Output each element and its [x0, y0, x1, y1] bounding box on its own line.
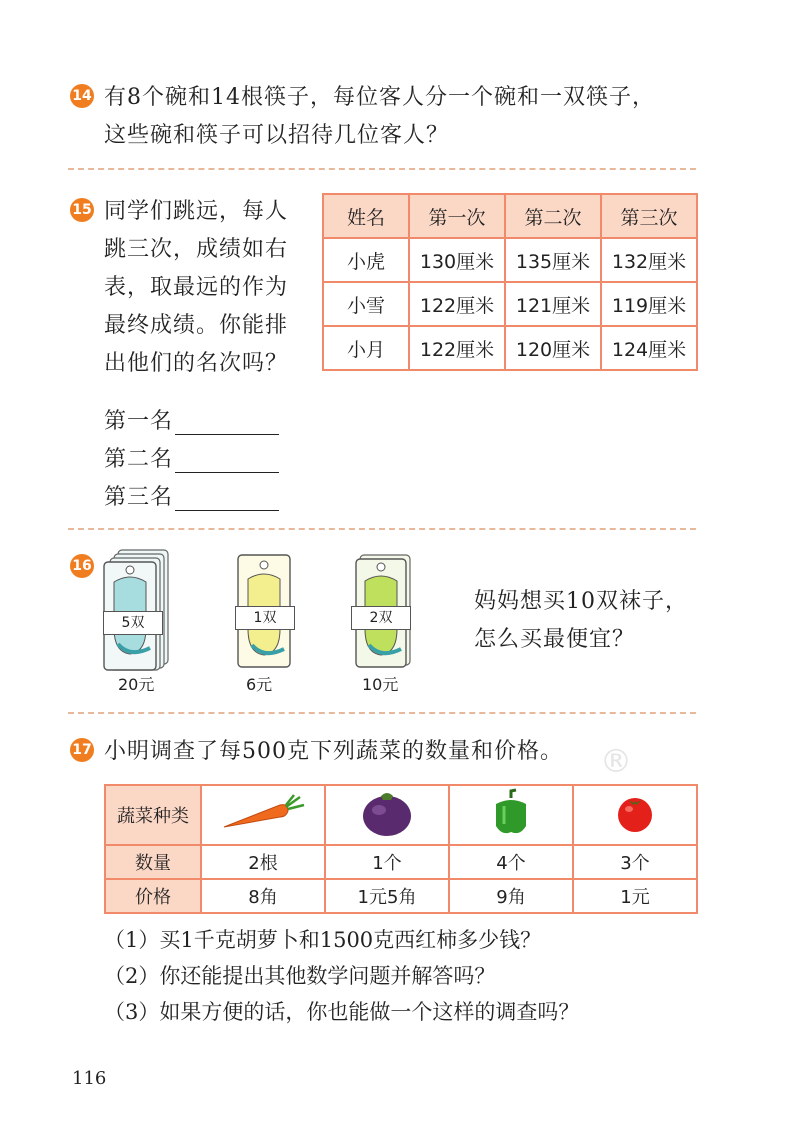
table-cell: 122厘米 [409, 326, 505, 370]
table-row [323, 326, 697, 370]
row-header: 数量 [105, 845, 201, 879]
rank-label: 第二名 [104, 447, 174, 472]
table-row [105, 785, 697, 845]
header-cell: 第二次 [505, 194, 601, 238]
q17-subquestion-2: （2）你还能提出其他数学问题并解答吗？ [104, 964, 496, 988]
table-cell: 132厘米 [601, 238, 697, 282]
table-row [105, 879, 697, 913]
table-cell: 小虎 [323, 238, 409, 282]
carrot-icon [218, 793, 308, 833]
separator [68, 528, 696, 530]
q16-text-line-1: 妈妈想买10双袜子， [474, 589, 688, 614]
table-cell: 119厘米 [601, 282, 697, 326]
rank-label: 第三名 [104, 485, 174, 510]
q15-text-line-1: 同学们跳远，每人 [104, 199, 289, 224]
separator [68, 712, 696, 714]
table-cell: 3个 [573, 845, 697, 879]
q17-subquestion-3: （3）如果方便的话，你也能做一个这样的调查吗？ [104, 1000, 580, 1024]
separator [68, 168, 696, 170]
table-cell: 135厘米 [505, 238, 601, 282]
answer-blank[interactable] [175, 414, 279, 435]
table-cell: 小月 [323, 326, 409, 370]
q16-text-line-2: 怎么买最便宜？ [474, 627, 636, 652]
vegetable-cell [201, 785, 325, 845]
table-row [323, 238, 697, 282]
q15-text-line-3: 表，取最远的作为 [104, 275, 289, 300]
header-cell: 姓名 [323, 194, 409, 238]
jump-results-table [322, 193, 698, 371]
header-cell: 第一次 [409, 194, 505, 238]
table-cell: 1个 [325, 845, 449, 879]
question-number-16: 16 [70, 554, 94, 578]
rank-second-row [104, 442, 279, 473]
vegetable-table [104, 784, 698, 914]
rank-third-row [104, 480, 279, 511]
q15-text-line-4: 最终成绩。你能排 [104, 313, 289, 338]
table-cell: 124厘米 [601, 326, 697, 370]
answer-blank[interactable] [175, 452, 279, 473]
green-pepper-icon [486, 788, 536, 838]
table-cell: 121厘米 [505, 282, 601, 326]
rank-label: 第一名 [104, 409, 174, 434]
table-cell: 130厘米 [409, 238, 505, 282]
package-price: 10元 [362, 675, 399, 694]
q15-text-line-2: 跳三次，成绩如右 [104, 237, 289, 262]
header-cell: 第三次 [601, 194, 697, 238]
vegetable-cell [325, 785, 449, 845]
q17-subquestion-1: （1）买1千克胡萝卜和1500克西红柿多少钱？ [104, 928, 542, 952]
answer-blank[interactable] [175, 490, 279, 511]
question-number-17: 17 [70, 738, 94, 762]
table-header-row [323, 194, 697, 238]
eggplant-icon [357, 788, 417, 838]
row-header: 蔬菜种类 [105, 785, 201, 845]
table-row [323, 282, 697, 326]
package-price: 6元 [246, 675, 273, 694]
rank-first-row [104, 404, 279, 435]
question-number-15: 15 [70, 198, 94, 222]
registered-watermark: ® [600, 742, 632, 780]
page-number: 116 [72, 1068, 107, 1089]
tomato-icon [613, 791, 657, 835]
table-cell: 1元 [573, 879, 697, 913]
row-header: 价格 [105, 879, 201, 913]
package-label: 1双 [235, 606, 295, 630]
table-row [105, 845, 697, 879]
vegetable-cell [573, 785, 697, 845]
package-label: 5双 [103, 611, 163, 635]
table-cell: 122厘米 [409, 282, 505, 326]
table-cell: 小雪 [323, 282, 409, 326]
q15-text-line-5: 出他们的名次吗？ [104, 351, 289, 376]
table-cell: 2根 [201, 845, 325, 879]
table-cell: 120厘米 [505, 326, 601, 370]
package-price: 20元 [118, 675, 155, 694]
table-cell: 9角 [449, 879, 573, 913]
question-number-14: 14 [70, 84, 94, 108]
table-cell: 8角 [201, 879, 325, 913]
q17-intro: 小明调查了每500克下列蔬菜的数量和价格。 [104, 739, 563, 764]
package-label: 2双 [351, 606, 411, 630]
table-cell: 4个 [449, 845, 573, 879]
vegetable-cell [449, 785, 573, 845]
table-cell: 1元5角 [325, 879, 449, 913]
q14-line-1: 有8个碗和14根筷子，每位客人分一个碗和一双筷子， [104, 85, 655, 110]
q14-line-2: 这些碗和筷子可以招待几位客人？ [104, 123, 450, 148]
sock-package-5-pairs [100, 548, 176, 672]
